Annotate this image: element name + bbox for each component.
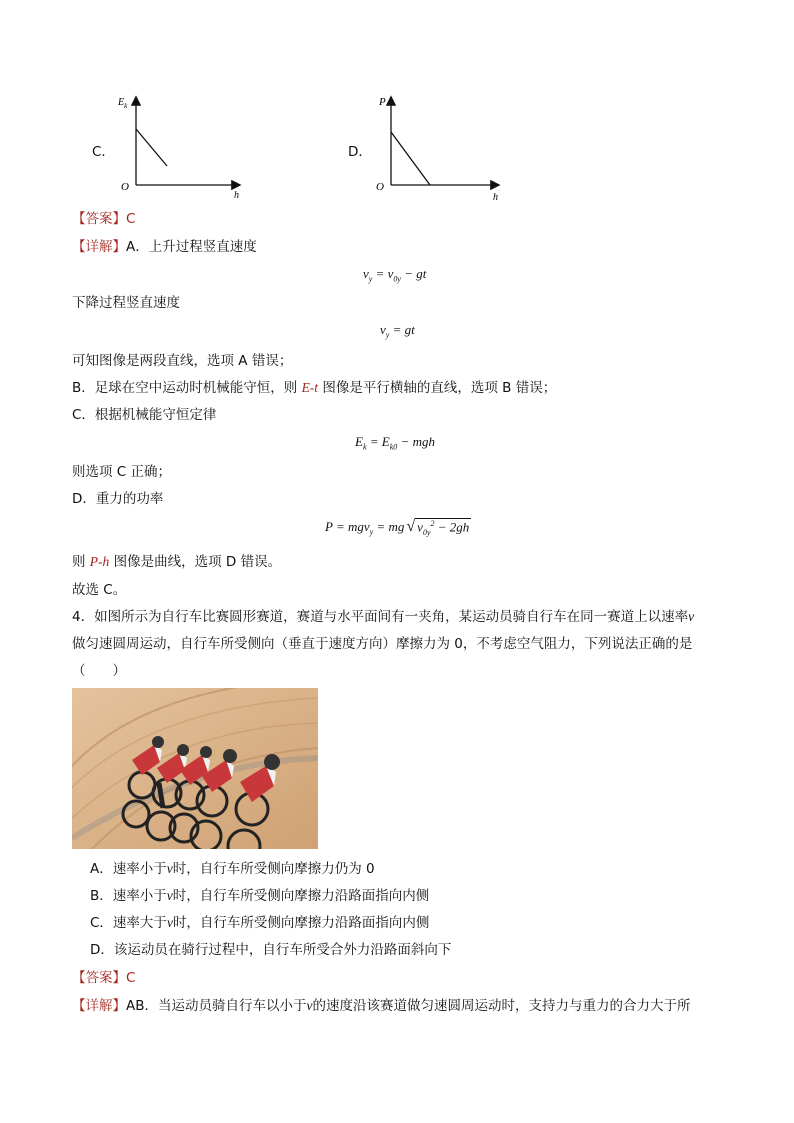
detail-2-pre: AB．当运动员骑自行车以小于 (126, 998, 307, 1014)
answer-2-value: C (126, 970, 136, 986)
option-c-label: C． (92, 144, 115, 160)
detail-1-a (72, 237, 257, 257)
detail-1-d-pre: 则 (72, 554, 90, 570)
formula-down: $v_y$ = gt (380, 322, 415, 340)
answer-1 (72, 209, 135, 229)
option-4d: D．该运动员在骑行过程中，自行车所受合外力沿路面斜向下 (90, 942, 452, 958)
detail-1-c: C．根据机械能守恒定律 (72, 407, 217, 423)
detail-1-b-pre: B．足球在空中运动时机械能守恒，则 (72, 380, 302, 396)
question-4-text-1: 4．如图所示为自行车比赛圆形赛道，赛道与水平面间有一夹角，某运动员骑自行车在同一赛道上以速率 (72, 609, 689, 625)
graph-c-origin: O (121, 181, 129, 193)
graph-d-line (391, 132, 430, 185)
option-4a: A．速率小于v时，自行车所受侧向摩擦力仍为 0 (90, 861, 375, 877)
formula-up: $v_y = v_{0y}$ − gt (363, 266, 427, 284)
detail-1-b-em: E-t (301, 380, 319, 395)
graph-d-y-label: P (379, 96, 386, 108)
graph-c (115, 92, 245, 204)
detail-1-c-conclusion: 则选项 C 正确； (72, 464, 172, 480)
option-d-label: D． (348, 144, 372, 160)
question-4-line-1 (72, 607, 694, 627)
graph-d-x-label: h (493, 192, 498, 203)
detail-2-tag: 【详解】 (72, 998, 126, 1014)
detail-1-d-post: 图像是曲线，选项 D 错误。 (109, 554, 282, 570)
detail-1-d: D．重力的功率 (72, 491, 164, 507)
graph-d-origin: O (376, 181, 384, 193)
graph-c-line (136, 129, 167, 166)
graph-c-x-label: h (234, 190, 239, 201)
graph-d (370, 92, 505, 204)
option-4c: C．速率大于v时，自行车所受侧向摩擦力沿路面指向内侧 (90, 915, 430, 931)
detail-1-d-conclusion (72, 552, 281, 572)
detail-1-final: 故选 C。 (72, 582, 127, 598)
velodrome-photo (72, 688, 318, 849)
detail-1-down: 下降过程竖直速度 (72, 295, 180, 311)
answer-2-tag: 【答案】 (72, 970, 126, 986)
detail-1-d-em: P-h (89, 554, 110, 569)
formula-c: $E_k = E_{k0}$ − mgh (355, 434, 435, 452)
detail-2-var-v: v (306, 998, 313, 1013)
question-4-line-2: 做匀速圆周运动，自行车所受侧向（垂直于速度方向）摩擦力为 0，不考虑空气阻力，下列说法正确的是 (72, 636, 693, 652)
question-4-line-3: （ ） (72, 663, 126, 679)
answer-1-tag: 【答案】 (72, 211, 126, 227)
answer-2 (72, 968, 135, 988)
detail-2-post: 的速度沿该赛道做匀速圆周运动时，支持力与重力的合力大于所 (312, 998, 691, 1014)
answer-1-value: C (126, 211, 136, 227)
detail-1-tag: 【详解】 (72, 239, 126, 255)
velodrome-illustration (72, 688, 318, 849)
detail-1-b-post: 图像是平行横轴的直线，选项 B 错误； (318, 380, 557, 396)
detail-1-a-text: A．上升过程竖直速度 (126, 239, 257, 255)
graph-c-y-label: $E_k$ (118, 97, 128, 110)
option-4b: B．速率小于v时，自行车所受侧向摩擦力沿路面指向内侧 (90, 888, 430, 904)
question-4-var-v: v (688, 609, 695, 624)
formula-d: P = mgv$_y$ = mg √ $v_{0y}^2 - 2gh$ (325, 518, 470, 537)
detail-1-a-conclusion: 可知图像是两段直线，选项 A 错误； (72, 353, 293, 369)
detail-2 (72, 996, 691, 1016)
detail-1-b (72, 378, 556, 398)
